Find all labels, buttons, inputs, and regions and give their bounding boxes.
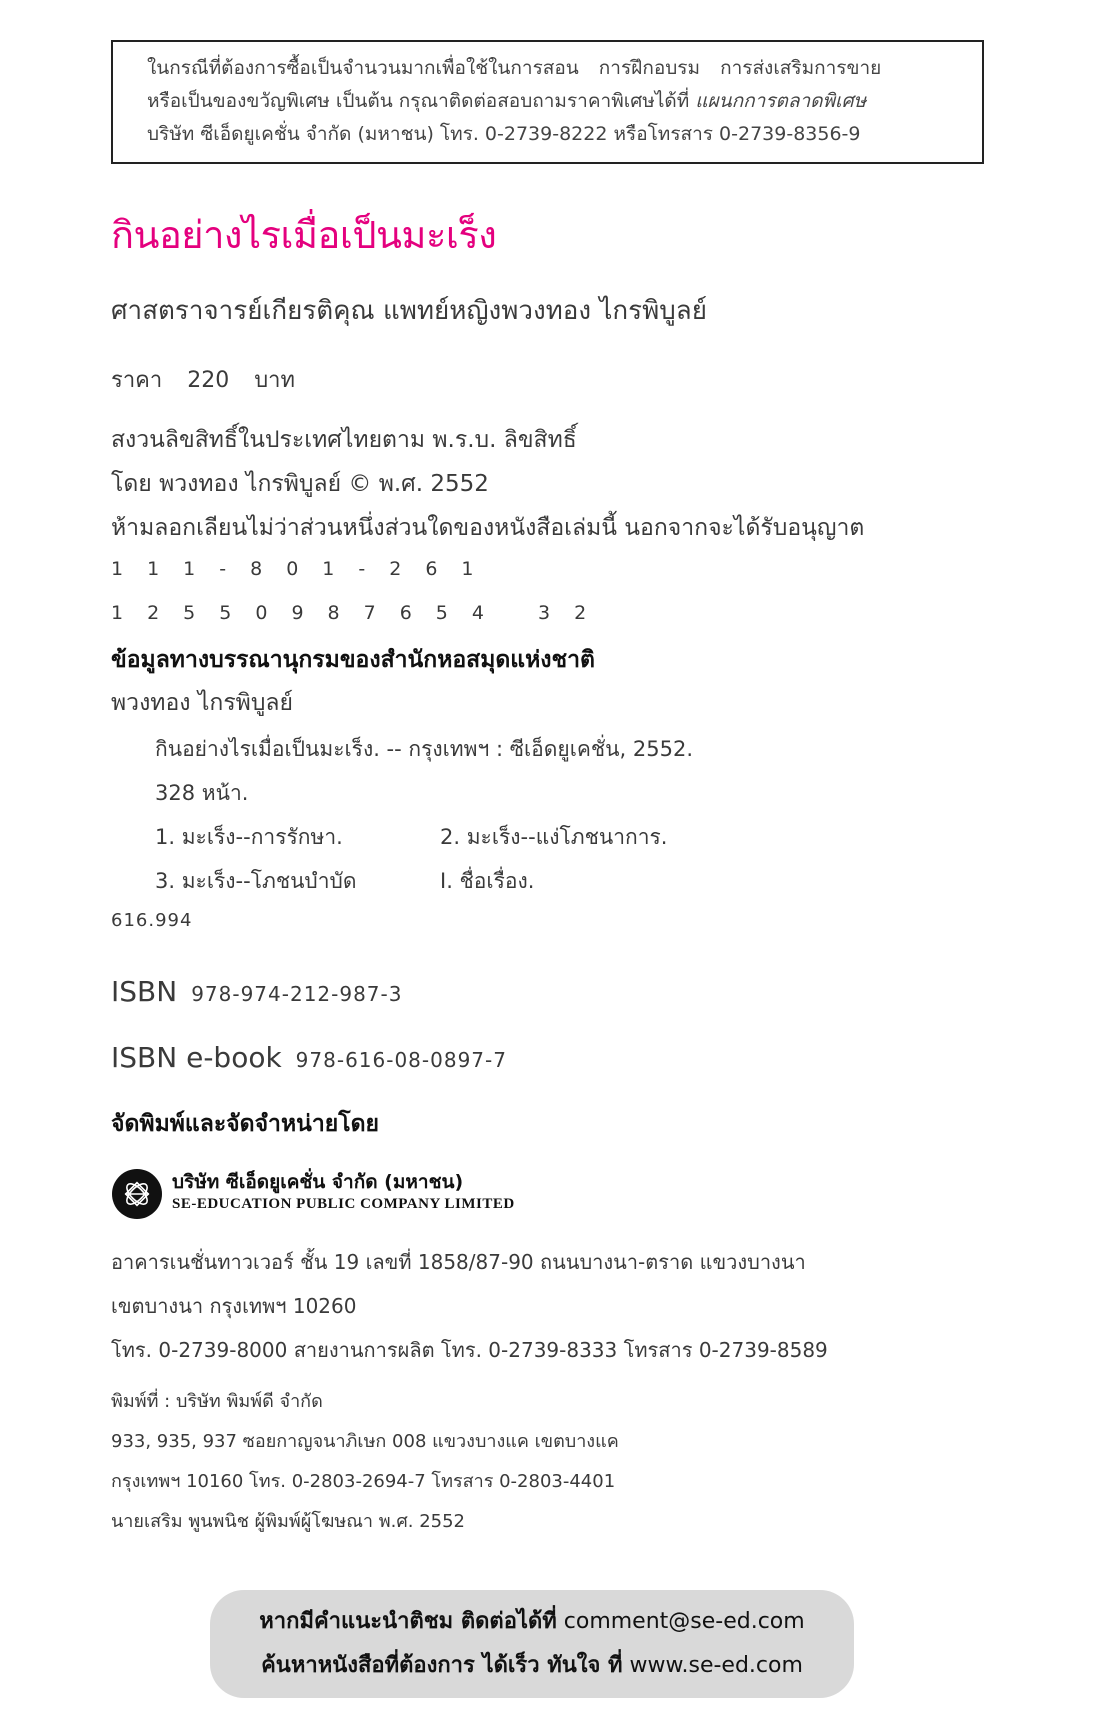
publisher-name-english: SE-EDUCATION PUBLIC COMPANY LIMITED (172, 1196, 515, 1212)
cip-author: พวงทอง ไกรพิบูลย์ (111, 690, 294, 716)
printer-line-3: กรุงเทพฯ 10160 โทร. 0-2803-2694-7 โทรสาร 0-2803-4401 (111, 1471, 616, 1492)
printer-info (111, 1382, 619, 1542)
code-line-2: 12550987654 32 (111, 602, 611, 624)
bulk-purchase-notice (111, 40, 984, 164)
publisher-heading: จัดพิมพ์และจัดจำหน่ายโดย (111, 1111, 380, 1137)
code-line-1: 111-801-261 (111, 558, 498, 580)
notice-line-2-text: หรือเป็นของขวัญพิเศษ เป็นต้น กรุณาติดต่อสอบถามราคาพิเศษได้ที่ (147, 90, 690, 112)
copyright-line-2: โดย พวงทอง ไกรพิบูลย์ © พ.ศ. 2552 (111, 471, 489, 497)
publisher-address-line-3: โทร. 0-2739-8000 สายงานการผลิต โทร. 0-2739-8333 โทรสาร 0-2739-8589 (111, 1338, 828, 1362)
se-ed-logo-icon (111, 1168, 163, 1220)
isbn-label: ISBN (111, 975, 178, 1008)
printer-line-4: นายเสริม พูนพนิช ผู้พิมพ์ผู้โฆษณา พ.ศ. 2552 (111, 1511, 466, 1532)
cip-title-line: กินอย่างไรเมื่อเป็นมะเร็ง. -- กรุงเทพฯ : ซีเอ็ดยูเคชั่น, 2552. (155, 737, 694, 761)
contact-feedback-row (210, 1600, 854, 1644)
book-price: ราคา 220 บาท (111, 368, 296, 393)
cip-subject-1: 1. มะเร็ง--การรักษา. (155, 825, 343, 849)
book-author: ศาสตราจารย์เกียรติคุณ แพทย์หญิงพวงทอง ไกรพิบูลย์ (111, 296, 707, 326)
publisher-name-thai: บริษัท ซีเอ็ดยูเคชั่น จำกัด (มหาชน) (172, 1171, 464, 1193)
isbn-ebook-number: 978-616-08-0897-7 (295, 1048, 507, 1072)
copyright-line-1: สงวนลิขสิทธิ์ในประเทศไทยตาม พ.ร.บ. ลิขสิทธิ์ (111, 427, 577, 453)
cip-entry (155, 727, 693, 903)
publisher-address (111, 1240, 828, 1372)
notice-line-1: ในกรณีที่ต้องการซื้อเป็นจำนวนมากเพื่อใช้ในการสอน การฝึกอบรม การส่งเสริมการขาย (147, 57, 882, 79)
copyright-block (111, 418, 864, 550)
feedback-email-link[interactable]: comment@se-ed.com (563, 1609, 805, 1634)
cip-subjects-row-2 (155, 859, 693, 903)
cip-heading: ข้อมูลทางบรรณานุกรมของสำนักหอสมุดแห่งชาติ (111, 647, 595, 673)
printer-line-2: 933, 935, 937 ซอยกาญจนาภิเษก 008 แขวงบางแค เขตบางแค (111, 1431, 619, 1452)
cip-subjects-row-1 (155, 815, 693, 859)
isbn-ebook-label: ISBN e-book (111, 1041, 282, 1074)
isbn-number: 978-974-212-987-3 (191, 982, 403, 1006)
printer-line-1: พิมพ์ที่ : บริษัท พิมพ์ดี จำกัด (111, 1391, 323, 1412)
isbn-print (111, 975, 402, 1008)
notice-line-2 (147, 85, 952, 118)
contact-box (210, 1590, 854, 1698)
cip-subject-2: 2. มะเร็ง--แง่โภชนาการ. (440, 825, 668, 849)
contact-website-row (210, 1644, 854, 1688)
cip-pages: 328 หน้า. (155, 781, 249, 805)
website-link[interactable]: www.se-ed.com (629, 1653, 803, 1678)
publisher-address-line-1: อาคารเนชั่นทาวเวอร์ ชั้น 19 เลขที่ 1858/87-90 ถนนบางนา-ตราด แขวงบางนา (111, 1250, 806, 1274)
cip-subject-3: 3. มะเร็ง--โภชนบำบัด (155, 869, 357, 893)
cip-subject-4: I. ชื่อเรื่อง. (440, 869, 535, 893)
book-title: กินอย่างไรเมื่อเป็นมะเร็ง (111, 213, 497, 257)
copyright-line-3: ห้ามลอกเลียนไม่ว่าส่วนหนึ่งส่วนใดของหนังสือเล่มนี้ นอกจากจะได้รับอนุญาต (111, 515, 865, 541)
notice-line-3: บริษัท ซีเอ็ดยูเคชั่น จำกัด (มหาชน) โทร. 0-2739-8222 หรือโทรสาร 0-2739-8356-9 (147, 123, 861, 145)
publisher-address-line-2: เขตบางนา กรุงเทพฯ 10260 (111, 1294, 357, 1318)
notice-department: แผนกการตลาดพิเศษ (695, 90, 867, 112)
isbn-ebook (111, 1041, 507, 1074)
feedback-text: หากมีคำแนะนำติชม ติดต่อได้ที่ (259, 1609, 557, 1634)
classification-number: 616.994 (111, 910, 193, 931)
website-text: ค้นหาหนังสือที่ต้องการ ได้เร็ว ทันใจ ที่ (261, 1653, 623, 1678)
